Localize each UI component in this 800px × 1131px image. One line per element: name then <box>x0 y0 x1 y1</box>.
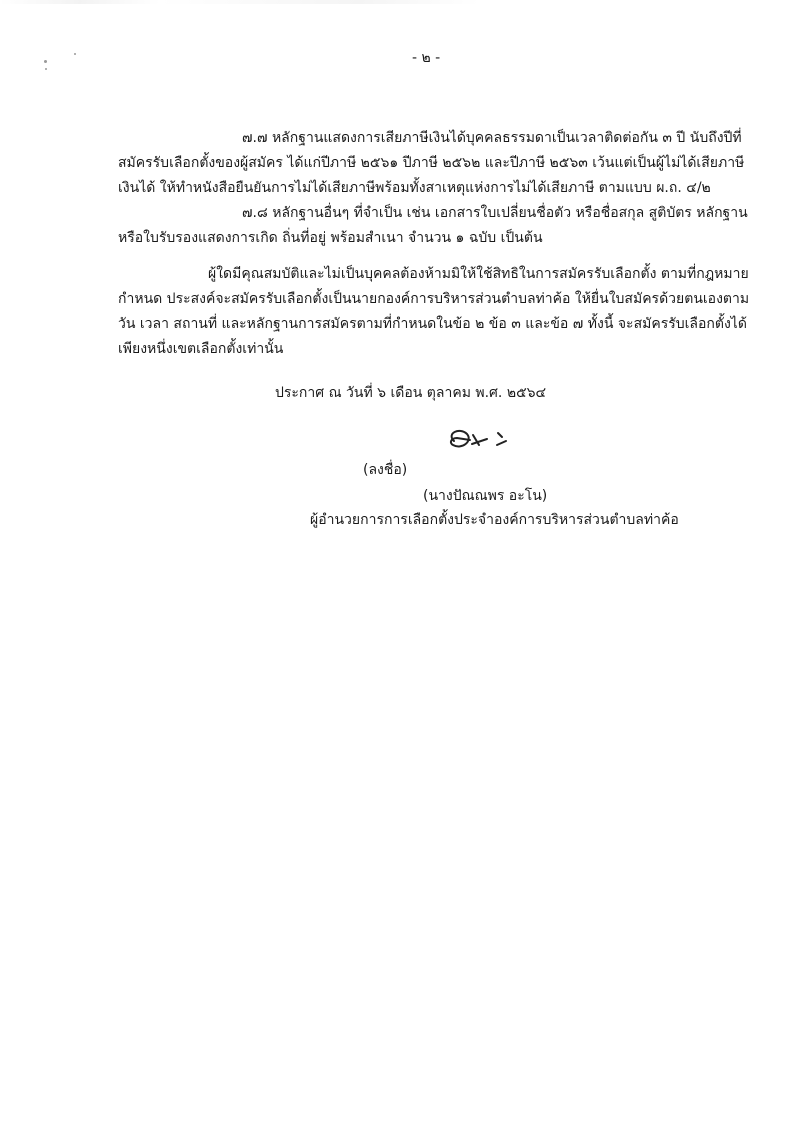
signatory-position: ผู้อำนวยการการเลือกตั้งประจำองค์การบริหารส่วนตำบลท่าค้อ <box>310 512 679 528</box>
page-number: - ๒ - <box>412 50 441 66</box>
scan-speck <box>45 68 47 70</box>
item-7-7-line-3: เงินได้ ให้ทำหนังสือยืนยันการไม่ได้เสียภาษีพร้อมทั้งสาเหตุแห่งการไม่ได้เสียภาษี ตามแบบ ผ.ถ. ๔/๒ <box>118 180 711 196</box>
item-7-7-line-1: ๗.๗ หลักฐานแสดงการเสียภาษีเงินได้บุคคลธรรมดาเป็นเวลาติดต่อกัน ๓ ปี นับถึงปีที่ <box>242 130 742 146</box>
handwritten-signature <box>440 425 520 459</box>
announcement-date: ประกาศ ณ วันที่ ๖ เดือน ตุลาคม พ.ศ. ๒๕๖๔ <box>275 385 547 401</box>
scan-edge-shading <box>0 0 800 4</box>
item-7-8-line-1: ๗.๘ หลักฐานอื่นๆ ที่จำเป็น เช่น เอกสารใบเปลี่ยนชื่อตัว หรือชื่อสกุล สูติบัตร หลักฐาน <box>242 205 748 221</box>
announcement-line-3: วัน เวลา สถานที่ และหลักฐานการสมัครตามที่กำหนดในข้อ ๒ ข้อ ๓ และข้อ ๗ ทั้งนี้ จะสมัครรับเลือกตั้งได้ <box>118 316 747 332</box>
signed-label: (ลงชื่อ) <box>363 462 408 478</box>
item-7-7-line-2: สมัครรับเลือกตั้งของผู้สมัคร ได้แก่ปีภาษี ๒๕๖๑ ปีภาษี ๒๕๖๒ และปีภาษี ๒๕๖๓ เว้นแต่เป็นผู้ไม่ได้เสียภาษี <box>118 155 745 171</box>
announcement-line-2: กำหนด ประสงค์จะสมัครรับเลือกตั้งเป็นนายกองค์การบริหารส่วนตำบลท่าค้อ ให้ยื่นใบสมัครด้วยตนเองตาม <box>118 291 750 307</box>
announcement-line-1: ผู้ใดมีคุณสมบัติและไม่เป็นบุคคลต้องห้ามมิให้ใช้สิทธิในการสมัครรับเลือกตั้ง ตามที่กฎหมาย <box>208 266 749 282</box>
scan-speck <box>44 60 47 63</box>
signatory-name: (นางปัณณพร อะโน) <box>423 488 548 504</box>
item-7-8-line-2: หรือใบรับรองแสดงการเกิด ถิ่นที่อยู่ พร้อมสำเนา จำนวน ๑ ฉบับ เป็นต้น <box>118 230 543 246</box>
announcement-line-4: เพียงหนึ่งเขตเลือกตั้งเท่านั้น <box>118 341 284 357</box>
scan-speck <box>74 53 76 55</box>
